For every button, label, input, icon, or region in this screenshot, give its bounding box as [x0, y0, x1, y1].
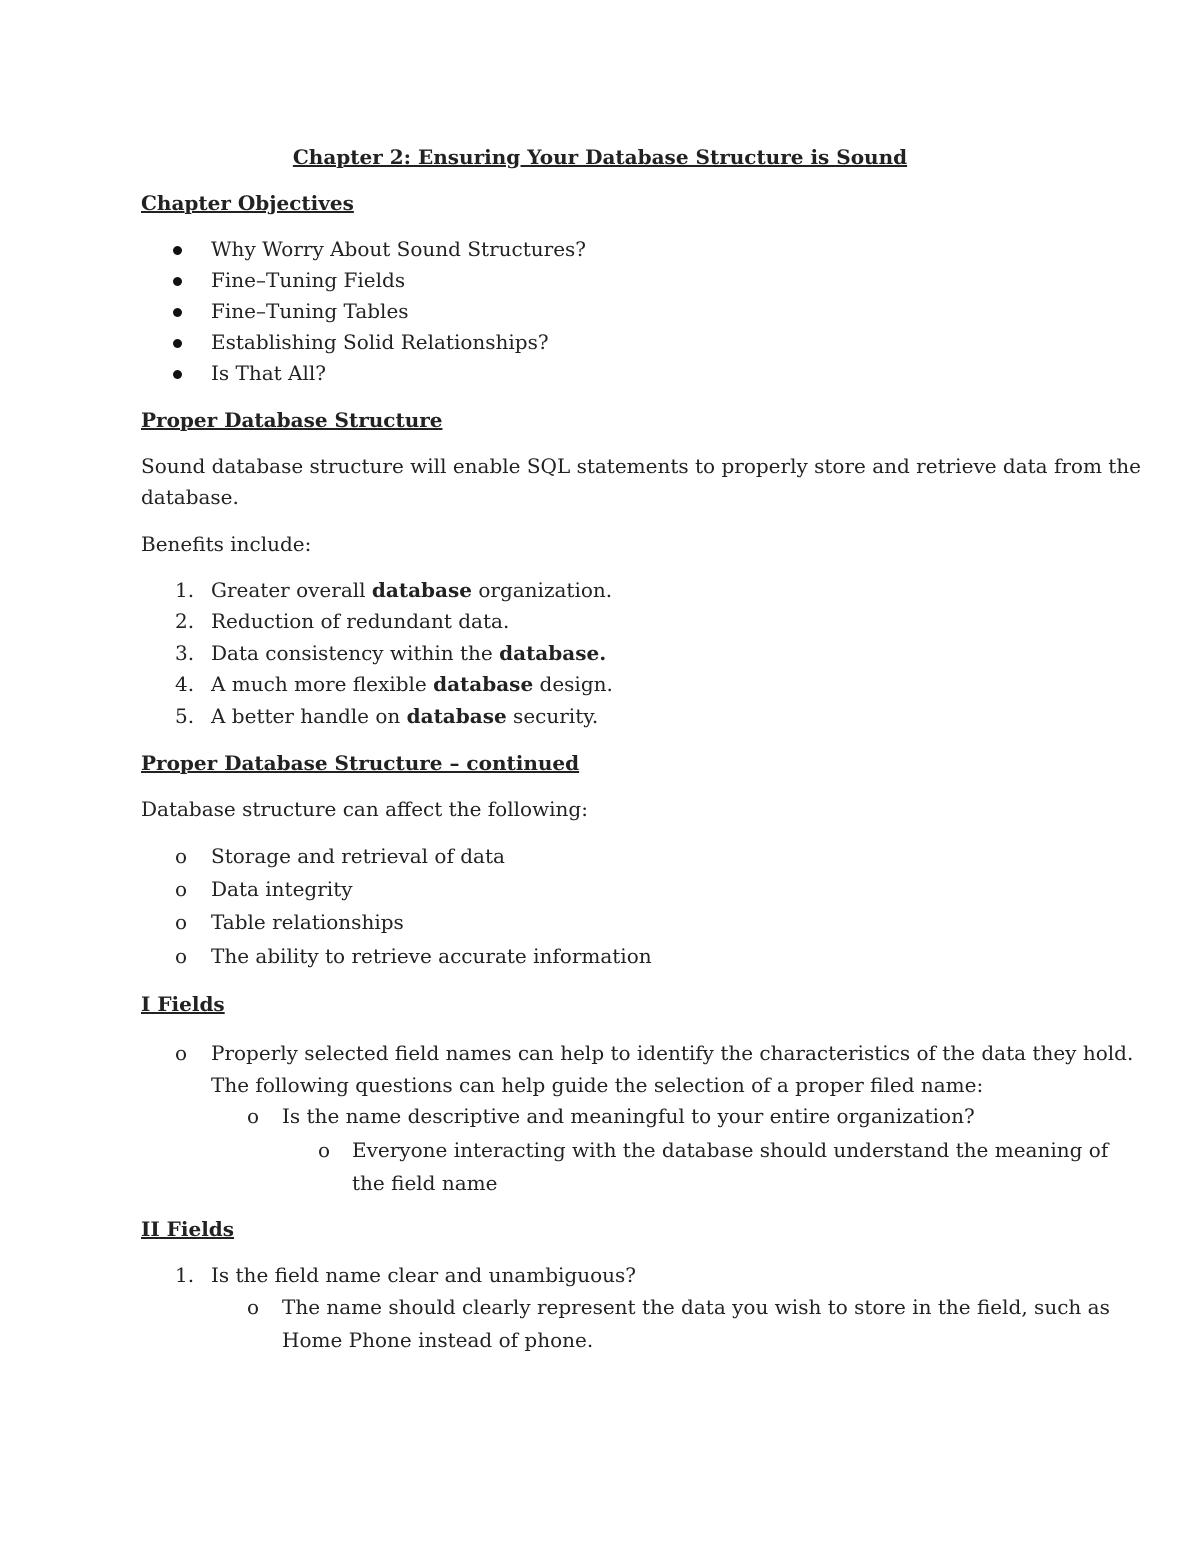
structure-heading: Proper Database Structure [141, 408, 443, 432]
circle-bullet-icon: o [175, 844, 188, 868]
structure-continued-heading: Proper Database Structure – continued [141, 751, 580, 775]
fields-one-heading: I Fields [141, 992, 225, 1016]
circle-bullet-icon: o [175, 1041, 188, 1065]
benefit-item: A better handle on database security. [211, 704, 599, 728]
fields-one-subsubitem-line: the field name [352, 1171, 498, 1195]
benefit-item: Reduction of redundant data. [211, 609, 510, 633]
list-number: 5. [175, 704, 195, 728]
objective-item: Is That All? [211, 361, 327, 385]
fields-two-heading: II Fields [141, 1217, 235, 1241]
objectives-heading: Chapter Objectives [141, 191, 354, 215]
bullet-icon [173, 237, 182, 261]
circle-bullet-icon: o [175, 944, 188, 968]
circle-bullet-icon: o [318, 1138, 331, 1162]
bullet-icon [173, 268, 182, 292]
circle-bullet-icon: o [247, 1295, 260, 1319]
fields-two-item: Is the field name clear and unambiguous? [211, 1263, 637, 1287]
benefits-intro: Benefits include: [141, 532, 312, 556]
circle-bullet-icon: o [175, 877, 188, 901]
fields-one-subitem: Is the name descriptive and meaningful to your entire organization? [282, 1104, 975, 1128]
list-number: 4. [175, 672, 195, 696]
continued-item: Table relationships [211, 910, 404, 934]
bullet-icon [173, 299, 182, 323]
fields-one-subsubitem-line: Everyone interacting with the database should understand the meaning of [352, 1138, 1109, 1162]
benefit-item: Greater overall database organization. [211, 578, 613, 602]
fields-two-subitem-line: The name should clearly represent the data you wish to store in the field, such as [282, 1295, 1110, 1319]
list-number: 1. [175, 578, 195, 602]
continued-intro: Database structure can affect the following: [141, 797, 588, 821]
list-number: 1. [175, 1263, 195, 1287]
circle-bullet-icon: o [175, 910, 188, 934]
page-title: Chapter 2: Ensuring Your Database Structure is Sound [292, 145, 908, 169]
bullet-icon [173, 361, 182, 385]
structure-paragraph-line: Sound database structure will enable SQL statements to properly store and retrieve data from the [141, 454, 1142, 478]
continued-item: The ability to retrieve accurate information [211, 944, 652, 968]
continued-item: Storage and retrieval of data [211, 844, 505, 868]
circle-bullet-icon: o [247, 1104, 260, 1128]
objective-item: Establishing Solid Relationships? [211, 330, 549, 354]
continued-item: Data integrity [211, 877, 353, 901]
benefit-item: A much more flexible database design. [211, 672, 613, 696]
objective-item: Fine–Tuning Tables [211, 299, 409, 323]
structure-paragraph-line: database. [141, 485, 239, 509]
fields-one-item-line: Properly selected field names can help to identify the characteristics of the data they hold. [211, 1041, 1134, 1065]
list-number: 2. [175, 609, 195, 633]
bullet-icon [173, 330, 182, 354]
objective-item: Fine–Tuning Fields [211, 268, 406, 292]
list-number: 3. [175, 641, 195, 665]
benefit-item: Data consistency within the database. [211, 641, 607, 665]
objective-item: Why Worry About Sound Structures? [211, 237, 587, 261]
fields-two-subitem-line: Home Phone instead of phone. [282, 1328, 594, 1352]
fields-one-item-line: The following questions can help guide the selection of a proper filed name: [211, 1073, 984, 1097]
